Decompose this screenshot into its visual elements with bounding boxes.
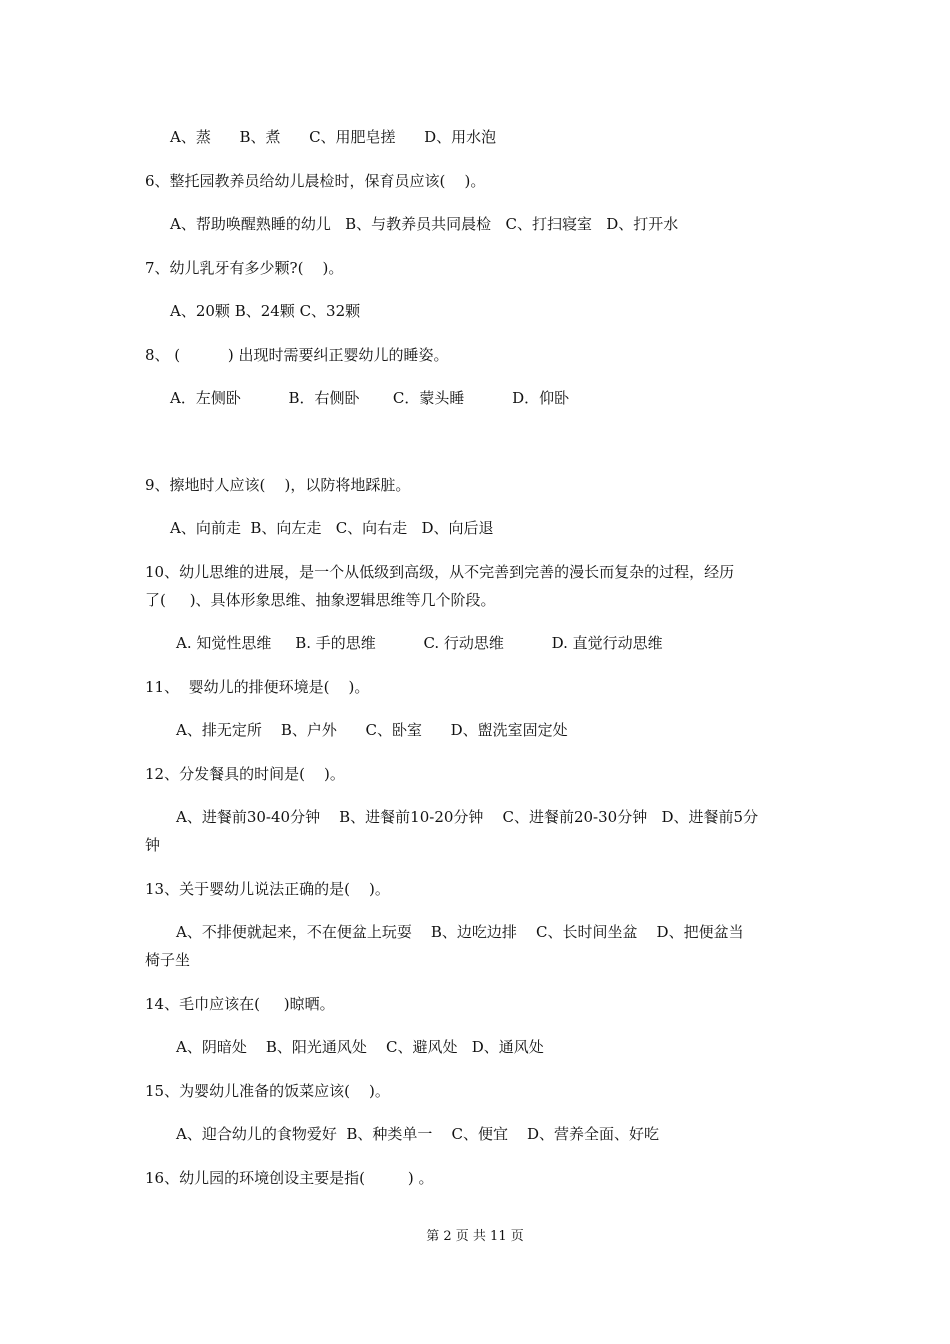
q10-options: A. 知觉性思维 B. 手的思维 C. 行动思维 D. 直觉行动思维 [176,634,663,652]
q13-options: A、不排便就起来，不在便盆上玩耍 B、边吃边排 C、长时间坐盆 D、把便盆当 [176,923,744,941]
q13-options-cont: 椅子坐 [145,951,191,969]
q9-question: 9、擦地时人应该( )，以防将地踩脏。 [145,476,411,494]
q8-options: A．左侧卧 B．右侧卧 C．蒙头睡 D．仰卧 [170,389,570,407]
q12-options: A、进餐前30-40分钟 B、进餐前10-20分钟 C、进餐前20-30分钟 D、进餐前5分 [176,808,759,826]
q11-question: 11、 婴幼儿的排便环境是( )。 [145,678,370,696]
q7-options: A、20颗 B、24颗 C、32颗 [170,302,361,320]
q15-options: A、迎合幼儿的食物爱好 B、种类单一 C、便宜 D、营养全面、好吃 [176,1125,660,1143]
q7-question: 7、幼儿乳牙有多少颗?( )。 [145,259,344,277]
q14-options: A、阴暗处 B、阳光通风处 C、避风处 D、通风处 [176,1038,544,1056]
q9-options: A、向前走 B、向左走 C、向右走 D、向后退 [170,519,494,537]
q13-question: 13、关于婴幼儿说法正确的是( )。 [145,880,390,898]
q12-question: 12、分发餐具的时间是( )。 [145,765,345,783]
q12-options-cont: 钟 [145,836,161,854]
q10-question-cont: 了( )、具体形象思维、抽象逻辑思维等几个阶段。 [145,591,496,609]
q10-question: 10、幼儿思维的进展，是一个从低级到高级，从不完善到完善的漫长而复杂的过程，经历 [145,563,735,581]
q14-question: 14、毛巾应该在( )晾晒。 [145,995,335,1013]
q15-question: 15、为婴幼儿准备的饭菜应该( )。 [145,1082,390,1100]
q11-options: A、排无定所 B、户外 C、卧室 D、盥洗室固定处 [176,721,568,739]
q6-options: A、帮助唤醒熟睡的幼儿 B、与教养员共同晨检 C、打扫寝室 D、打开水 [170,215,679,233]
page-footer: 第 2 页 共 11 页 [426,1229,524,1244]
q6-question: 6、整托园教养员给幼儿晨检时，保育员应该( )。 [145,172,486,190]
q16-question: 16、幼儿园的环境创设主要是指( ) 。 [145,1169,434,1187]
q5-options: A、蒸 B、煮 C、用肥皂搓 D、用水泡 [170,128,497,146]
q8-question: 8、 ( ) 出现时需要纠正婴幼儿的睡姿。 [145,346,449,364]
